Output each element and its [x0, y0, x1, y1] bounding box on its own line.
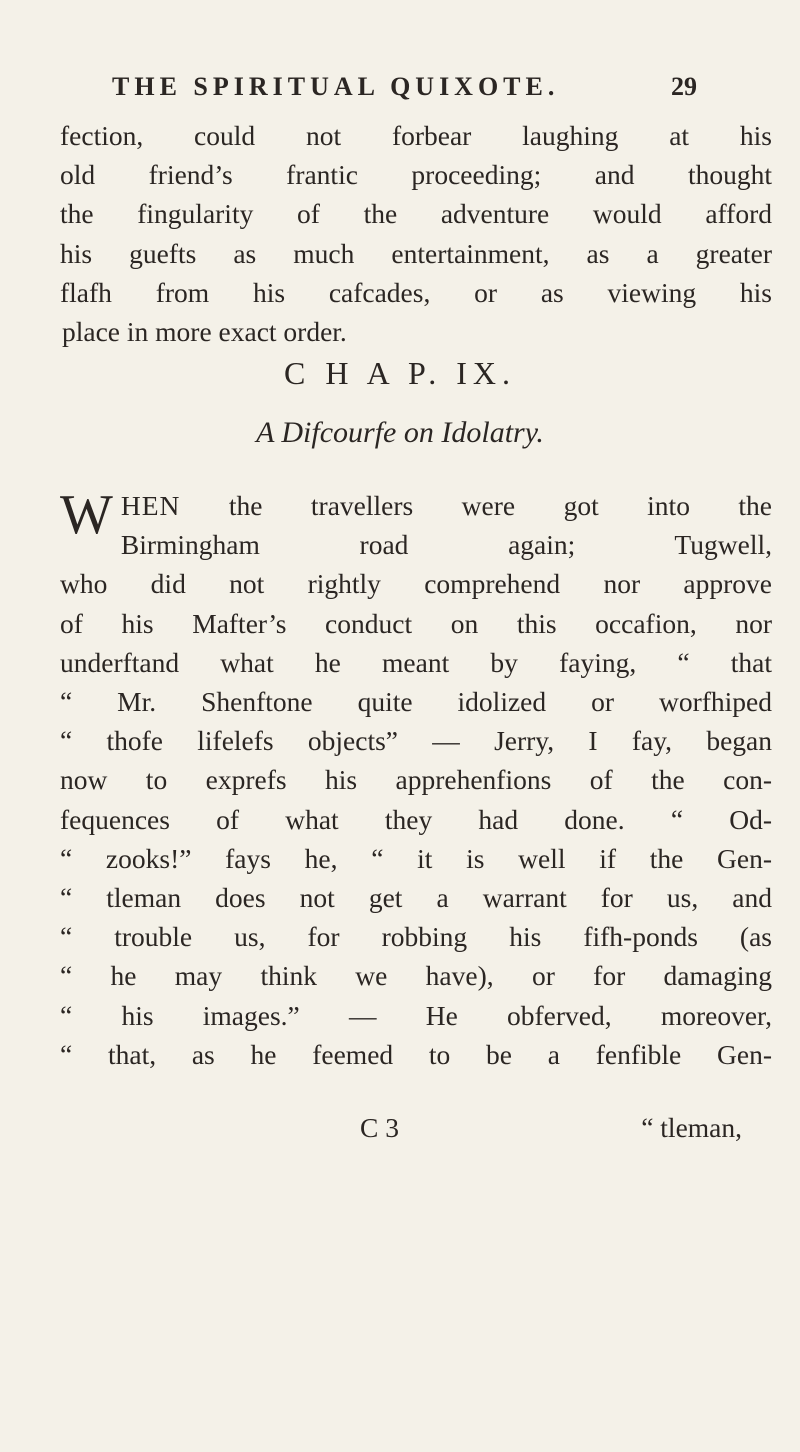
text-line: now to exprefs his apprehenfions of the con-	[60, 764, 772, 796]
text-line: old friend’s frantic proceeding; and thought	[60, 159, 772, 191]
page-number: 29	[671, 72, 697, 101]
text-line: who did not rightly comprehend nor approve	[60, 568, 772, 600]
paragraph-continuation	[60, 116, 772, 351]
text-line: underftand what he meant by faying, “ that	[60, 646, 772, 678]
text-line: of his Mafter’s conduct on this occafion, nor	[60, 607, 772, 639]
text-line: Birmingham road again; Tugwell,	[120, 529, 772, 561]
text-line: fequences of what they had done. “ Od-	[60, 803, 772, 835]
text-line: the fingularity of the adventure would afford	[60, 198, 772, 230]
text-line: fection, could not forbear laughing at his	[60, 120, 772, 151]
drop-cap: W	[60, 484, 113, 546]
text-line: “ he may think we have), or for damaging	[60, 960, 772, 992]
first-line-rest: the travellers were got into the	[228, 490, 772, 521]
chapter-subtitle: A Difcourfe on Idolatry.	[256, 416, 544, 449]
chapter-paragraph	[60, 486, 772, 1074]
chapter-heading: C H A P. IX.	[283, 355, 517, 391]
text-line: “ that, as he feemed to be a fenfible Gen-	[60, 1038, 772, 1070]
text-line: “ zooks!” fays he, “ it is well if the Gen-	[60, 842, 772, 874]
page-footer	[0, 1112, 800, 1152]
text-line: flafh from his cafcades, or as viewing his	[60, 276, 772, 308]
text-line: “ his images.” — He obferved, moreover,	[60, 999, 772, 1031]
text-line: his guefts as much entertainment, as a greater	[60, 237, 772, 269]
catchword: “ tleman,	[641, 1112, 742, 1143]
text-line: “ trouble us, for robbing his fifh-ponds (as	[60, 921, 772, 953]
text-line: place in more exact order.	[62, 316, 347, 348]
running-title: THE SPIRITUAL QUIXOTE.	[112, 72, 560, 101]
text-line-first	[60, 486, 772, 525]
running-header	[112, 72, 697, 102]
text-line: “ Mr. Shenftone quite idolized or worfhiped	[60, 686, 772, 718]
text-line: “ tleman does not get a warrant for us, and	[60, 882, 772, 914]
signature-mark: C 3	[360, 1112, 399, 1143]
first-word-rest: HEN	[120, 490, 181, 521]
text-line: “ thofe lifelefs objects” — Jerry, I fay, began	[60, 725, 772, 757]
